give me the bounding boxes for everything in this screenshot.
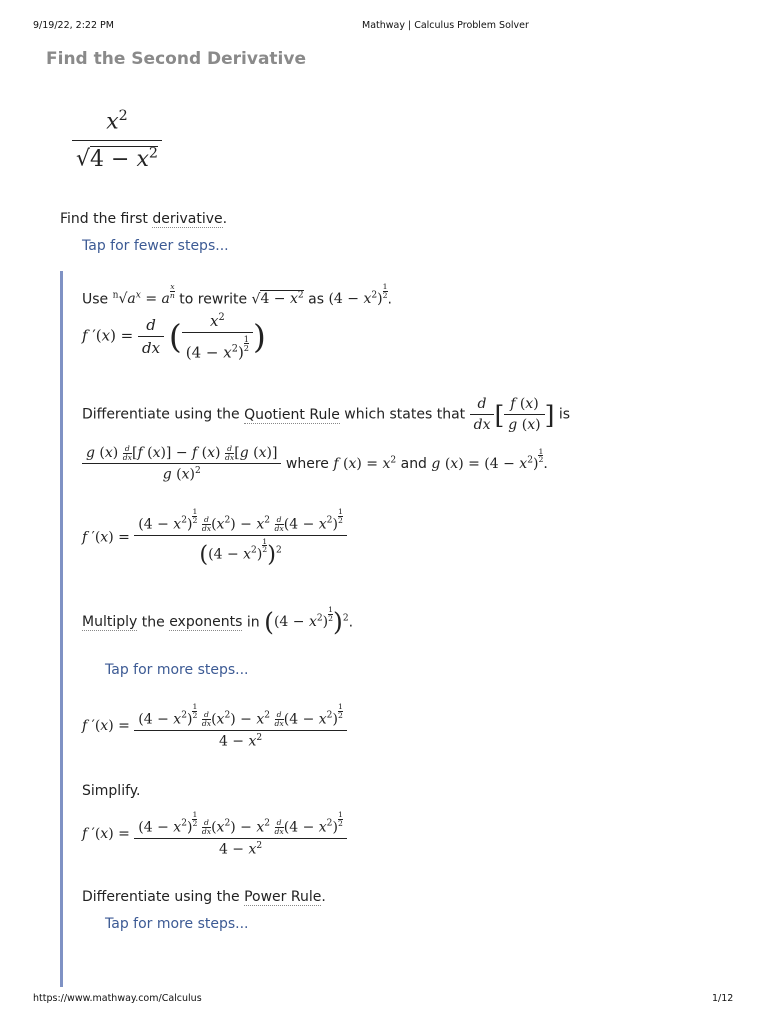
multiply-link[interactable]: Multiply (82, 614, 138, 631)
power-rule-link[interactable]: Power Rule (244, 889, 322, 905)
tap-for-more-steps-link-1[interactable]: Tap for more steps... (105, 662, 249, 678)
expr-quotient-rule: g (x) $\frac{d}{dx}$ [f (x)] − f (x) $\frac{d}{dx}$ [g (x)] g $(x)^2$ where f $(x) = x^2$ and g $(x) = (4 - x^2)$ $\frac{1}{2}$ . (82, 445, 548, 483)
print-url: https://www.mathway.com/Calculus (33, 993, 202, 1004)
substep-multiply-exponents: Multiply the exponents in ($(4 - x^2)$ $\frac{1}{2}$ )$^2$. (82, 605, 354, 637)
derivative-link[interactable]: derivative (152, 211, 223, 227)
substep-simplify: Simplify. (82, 783, 141, 799)
substeps-bar (60, 271, 63, 987)
tap-for-fewer-steps-link[interactable]: Tap for fewer steps... (82, 238, 229, 254)
print-datetime: 9/19/22, 2:22 PM (33, 20, 114, 31)
substep-power-rule: Differentiate using the Power Rule. (82, 889, 326, 905)
problem-heading: Find the Second Derivative (46, 49, 306, 69)
exponents-link[interactable]: exponents (169, 614, 243, 631)
expr-fprime-simplified: f ′(x) = $(4 - x^2)$ $\frac{1}{2}$ $\frac{d}{dx}$ $(x^2) - x^2$ $\frac{d}{dx}$ $(4 - x^2)$ $\frac{1}{2}$ $4 - x^2$ (82, 811, 347, 857)
quotient-rule-link[interactable]: Quotient Rule (244, 406, 340, 423)
expr-fprime-multiplied: f ′(x) = $(4 - x^2)$ $\frac{1}{2}$ $\frac{d}{dx}$ $(x^2) - x^2$ $\frac{d}{dx}$ $(4 - x^2)$ $\frac{1}{2}$ $4 - x^2$ (82, 703, 347, 749)
tap-for-more-steps-link-2[interactable]: Tap for more steps... (105, 916, 249, 932)
step-title-first-derivative: Find the first derivative. (60, 211, 228, 227)
problem-expression: $\frac{x^2}{√4 - x^2}$ (72, 108, 162, 172)
expr-fprime-quotient: f ′(x) = $(4 - x^2)$ $\frac{1}{2}$ $\frac{d}{dx}$ $(x^2) - x^2$ $\frac{d}{dx}$ $(4 - x^2)$ $\frac{1}{2}$ ($(4 - x^2)$ $\frac{1}{2}$ )$^2$ (82, 508, 347, 567)
substep-rewrite: Use $^n√a^x = a$ $\frac{x}{n}$ to rewrite $√4 - x^2$ as $(4 - x^2)$ $\frac{1}{2}$ . (82, 282, 392, 308)
expr-fprime-rewrite: f ′(x) = $\frac{d}{dx}$ ( $x^2$ $(4 - x^2)$ $\frac{1}{2}$ ) (82, 312, 266, 362)
substep-quotient-rule: Differentiate using the Quotient Rule which states that $\frac{d}{dx}$ [ $\frac{f (x)}{g (x)}$ ] is (82, 396, 571, 433)
print-page-number: 1/12 (712, 993, 734, 1004)
print-title: Mathway | Calculus Problem Solver (362, 20, 529, 31)
